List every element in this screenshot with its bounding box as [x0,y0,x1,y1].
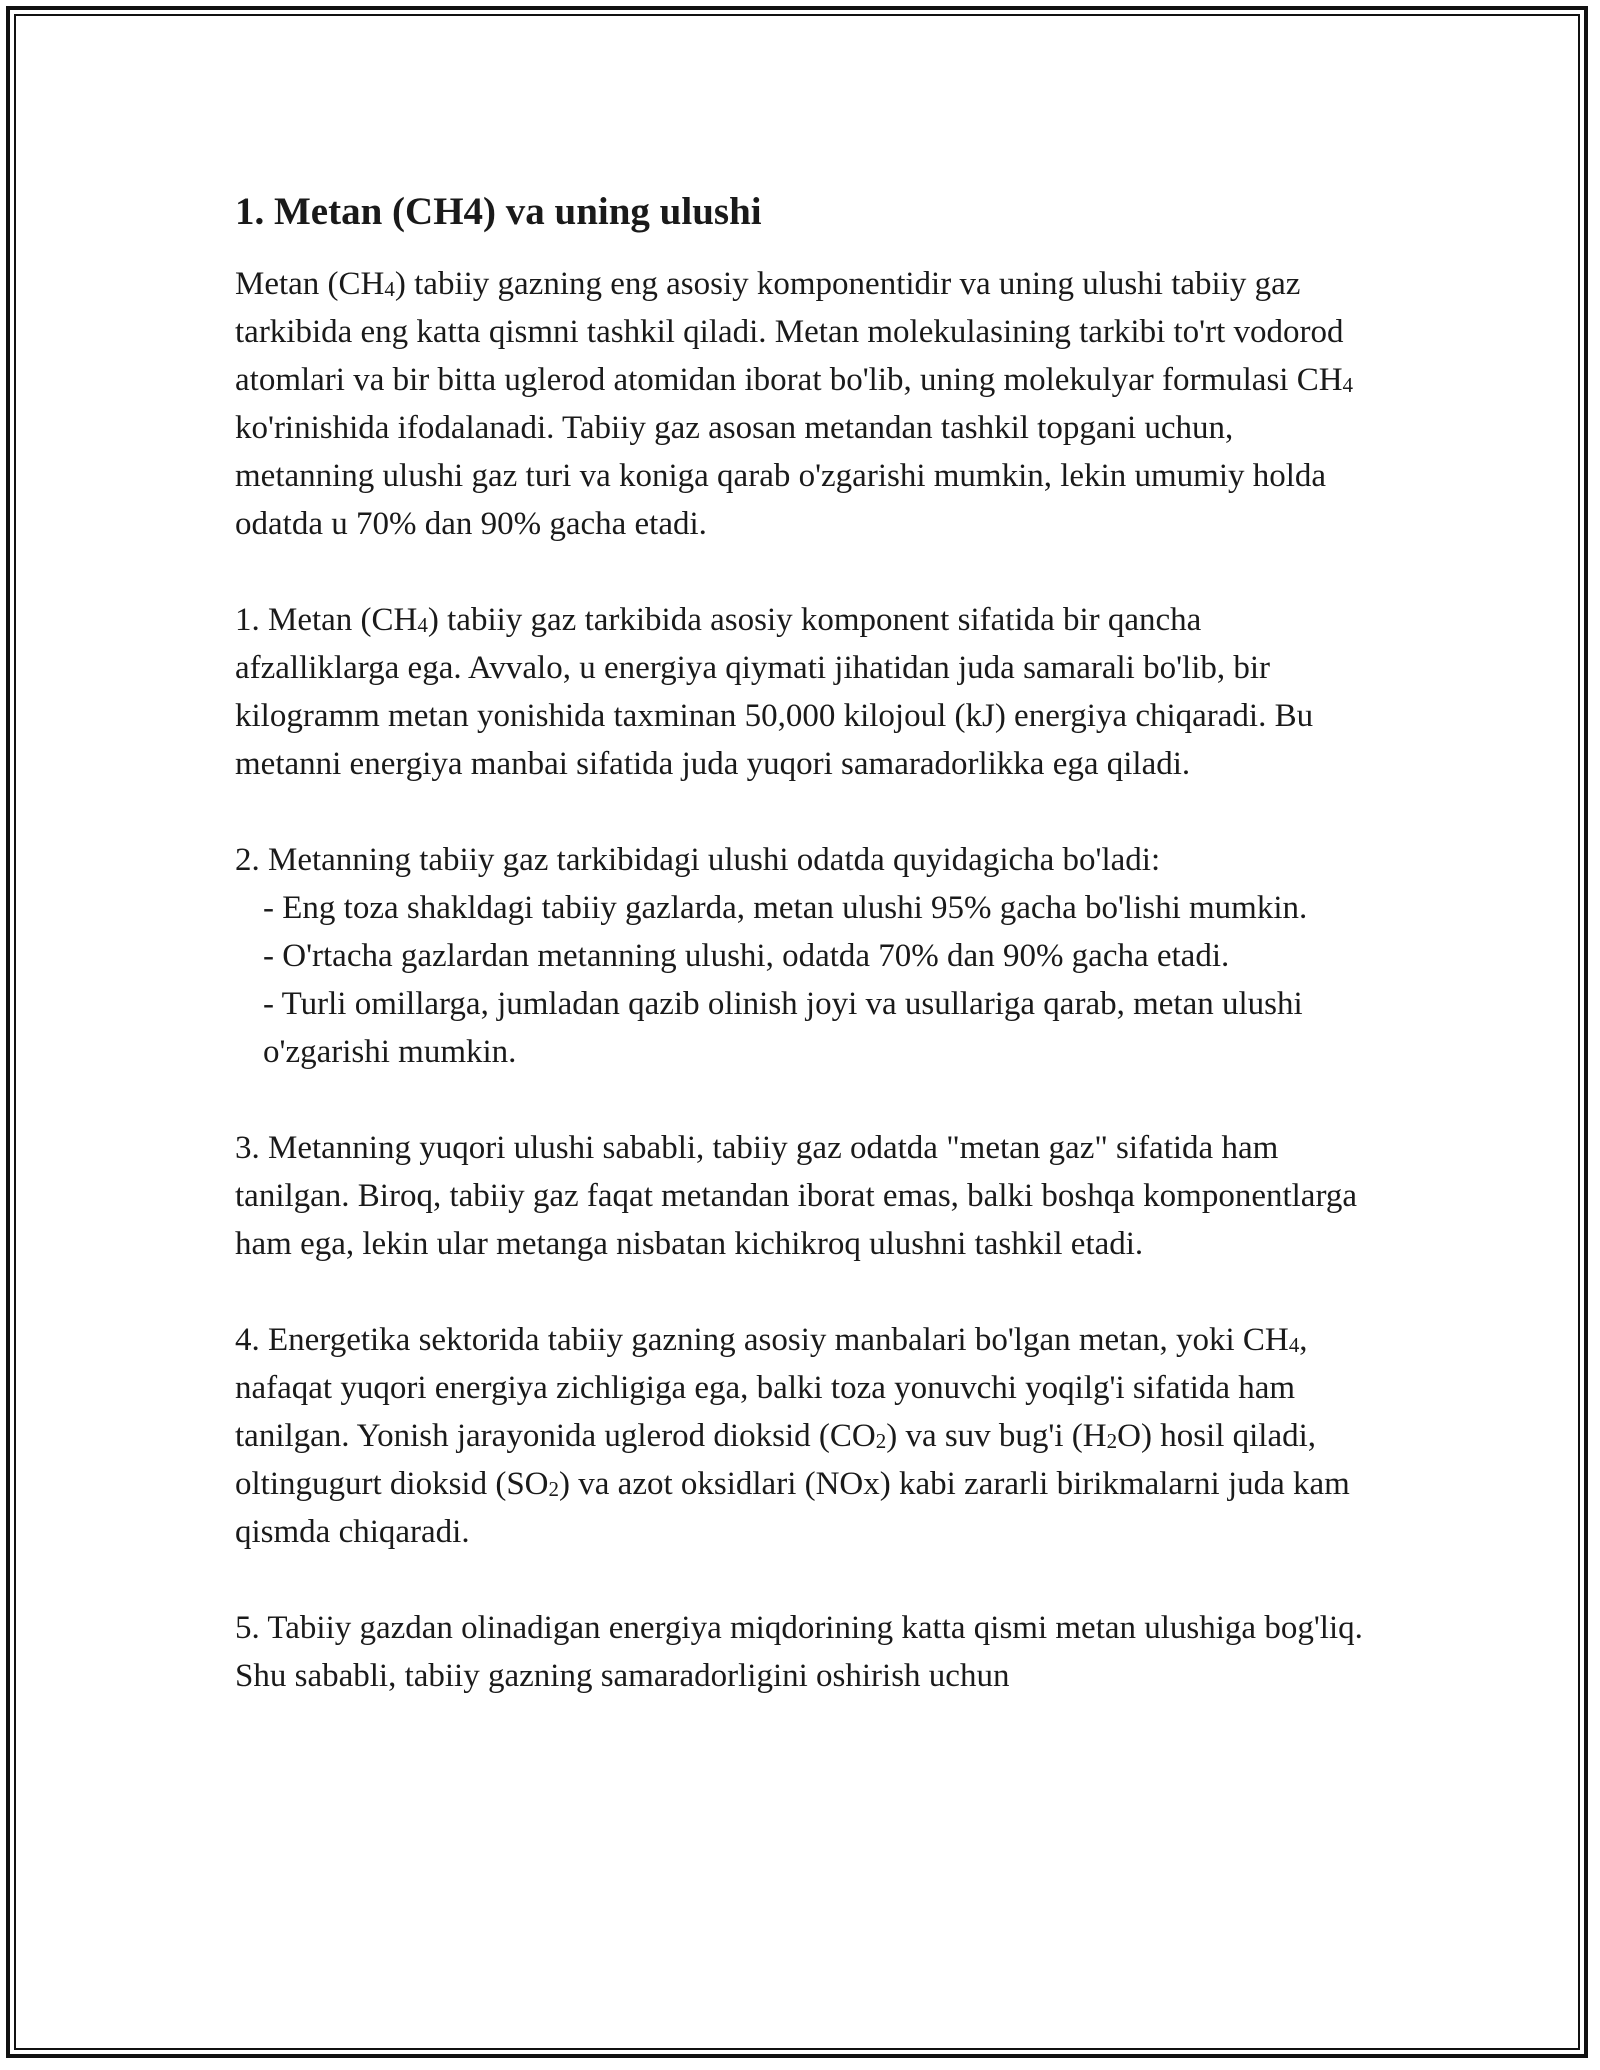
paragraph-intro [235,260,1370,548]
p1-text-1: 1. Metan (CH [235,602,418,638]
p4-subscript-1: 4 [1288,1333,1300,1357]
paragraph-4 [235,1316,1370,1556]
section-heading: 1. Metan (CH4) va uning ulushi [235,190,762,233]
p4-text-1: 4. Energetika sektorida tabiiy gazning asosiy manbalari bo'lgan metan, yoki CH [235,1322,1289,1358]
paragraph-1 [235,596,1370,788]
intro-text-1: Metan (CH [235,266,385,302]
p2-list-item: - O'rtacha gazlardan metanning ulushi, odatda 70% dan 90% gacha etadi. [263,938,1230,974]
intro-text-3: ko'rinishida ifodalanadi. Tabiiy gaz asosan metandan tashkil topgani uchun, metanning ulushi gaz turi va koniga qarab o'zgarishi mumkin, lekin umumiy holda odatda u 70% dan 90% gacha etadi. [235,410,1327,542]
document-body [235,186,1370,1748]
p4-subscript-3: 2 [1106,1429,1118,1453]
p4-text-2: , nafaqat yuqori energiya zichligiga ega, balki toza yonuvchi yoqilg'i sifatida ham tanilgan. Yonish jarayonida uglerod dioksid (CO [235,1322,1308,1454]
paragraph-2 [235,836,1370,1076]
intro-subscript-2: 4 [1342,373,1354,397]
p2-list-item: - Turli omillarga, jumladan qazib olinish joyi va usullariga qarab, metan ulushi o'zgarishi mumkin. [263,986,1303,1070]
p1-text-2: ) tabiiy gaz tarkibida asosiy komponent sifatida bir qancha afzalliklarga ega. Avvalo, u energiya qiymati jihatidan juda samarali bo'lib, bir kilogramm metan yonishida taxminan 50,000 kilojoul (kJ) energiya chiqaradi. Bu metanni energiya manbai sifatida juda yuqori samaradorlikka ega qiladi. [235,602,1314,782]
p1-subscript-1: 4 [417,613,428,637]
intro-text-2: ) tabiiy gazning eng asosiy komponentidir va uning ulushi tabiiy gaz tarkibida eng katta qismni tashkil qiladi. Metan molekulasining tarkibi to'rt vodorod atomlari va bir bitta uglerod atomidan iborat bo'lib, uning molekulyar formulasi CH [235,266,1344,398]
p2-list-item: - Eng toza shakldagi tabiiy gazlarda, metan ulushi 95% gacha bo'lishi mumkin. [263,890,1308,926]
p4-text-5: ) va azot oksidlari (NOx) kabi zararli birikmalarni juda kam qismda chiqaradi. [235,1466,1350,1550]
paragraph-3: 3. Metanning yuqori ulushi sababli, tabiiy gaz odatda "metan gaz" sifatida ham tanilgan. Biroq, tabiiy gaz faqat metandan iborat emas, balki boshqa komponentlarga ham ega, lekin ular metanga nisbatan kichikroq ulushni tashkil etadi. [235,1130,1357,1262]
p4-text-4: O) hosil qiladi, oltingugurt dioksid (SO [235,1418,1317,1502]
p4-subscript-2: 2 [875,1429,887,1453]
intro-subscript-1: 4 [384,277,395,301]
p4-subscript-4: 2 [548,1477,560,1501]
paragraph-5: 5. Tabiiy gazdan olinadigan energiya miqdorining katta qismi metan ulushiga bog'liq. Shu sababli, tabiiy gazning samaradorligini oshirish uchun [235,1610,1363,1694]
p4-text-3: ) va suv bug'i (H [886,1418,1107,1454]
p2-lead: 2. Metanning tabiiy gaz tarkibidagi ulushi odatda quyidagicha bo'ladi: [235,842,1161,878]
